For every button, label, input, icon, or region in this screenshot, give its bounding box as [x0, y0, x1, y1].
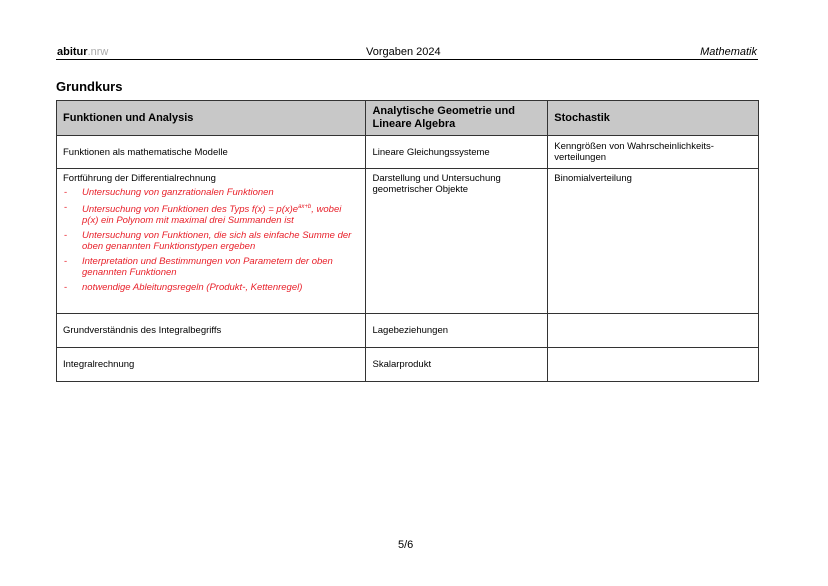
table-cell: Lineare Gleichungssysteme [366, 136, 548, 169]
table-cell: Kenngrößen von Wahrscheinlichkeits-verteilungen [548, 136, 759, 169]
list-item [63, 202, 359, 226]
table-row [57, 348, 759, 382]
table-cell: Binomialverteilung [548, 169, 759, 314]
topics-table [56, 100, 759, 382]
formula-text: Untersuchung von Funktionen des Typs f(x) = p(x)e [82, 204, 299, 216]
table-row [57, 314, 759, 348]
formula-rest: , wobei p(x) ein Polynom mit maximal drei Summanden ist [82, 204, 342, 227]
table-row [57, 136, 759, 169]
col-header: Funktionen und Analysis [57, 101, 366, 136]
table-cell: Integralrechnung [57, 348, 366, 382]
list-item: - Untersuchung von ganzrationalen Funktionen [63, 187, 359, 198]
table-row [57, 169, 759, 314]
table-cell: Lagebeziehungen [366, 314, 548, 348]
table-cell: Skalarprodukt [366, 348, 548, 382]
table-cell [57, 169, 366, 314]
table-cell [548, 348, 759, 382]
table-cell: Grundverständnis des Integralbegriffs [57, 314, 366, 348]
table-cell: Darstellung und Untersuchung geometrischer Objekte [366, 169, 548, 314]
list-item: - notwendige Ableitungsregeln (Produkt-, Kettenregel) [63, 282, 359, 293]
header-center: Vorgaben 2024 [366, 46, 441, 58]
bullet-list [63, 187, 359, 293]
brand-bold: abitur [57, 46, 88, 58]
table-cell [548, 314, 759, 348]
list-item: - Interpretation und Bestimmungen von Parametern der oben genannten Funktionen [63, 256, 359, 278]
header-subject: Mathematik [700, 46, 757, 58]
header-rule [56, 59, 758, 60]
brand-logo [57, 46, 108, 58]
page-number: 5/6 [398, 539, 414, 551]
list-item: - Untersuchung von Funktionen, die sich als einfache Summe der oben genannten Funktionstypen ergeben [63, 230, 359, 252]
col-header: Stochastik [548, 101, 759, 136]
table-header-row [57, 101, 759, 136]
col-header: Analytische Geometrie und Lineare Algebra [366, 101, 548, 136]
formula-exponent: ax+b [298, 204, 312, 210]
cell-text: Fortführung der Differentialrechnung [63, 173, 216, 184]
table-cell: Funktionen als mathematische Modelle [57, 136, 366, 169]
brand-light: .nrw [87, 46, 109, 58]
section-title: Grundkurs [56, 79, 123, 94]
